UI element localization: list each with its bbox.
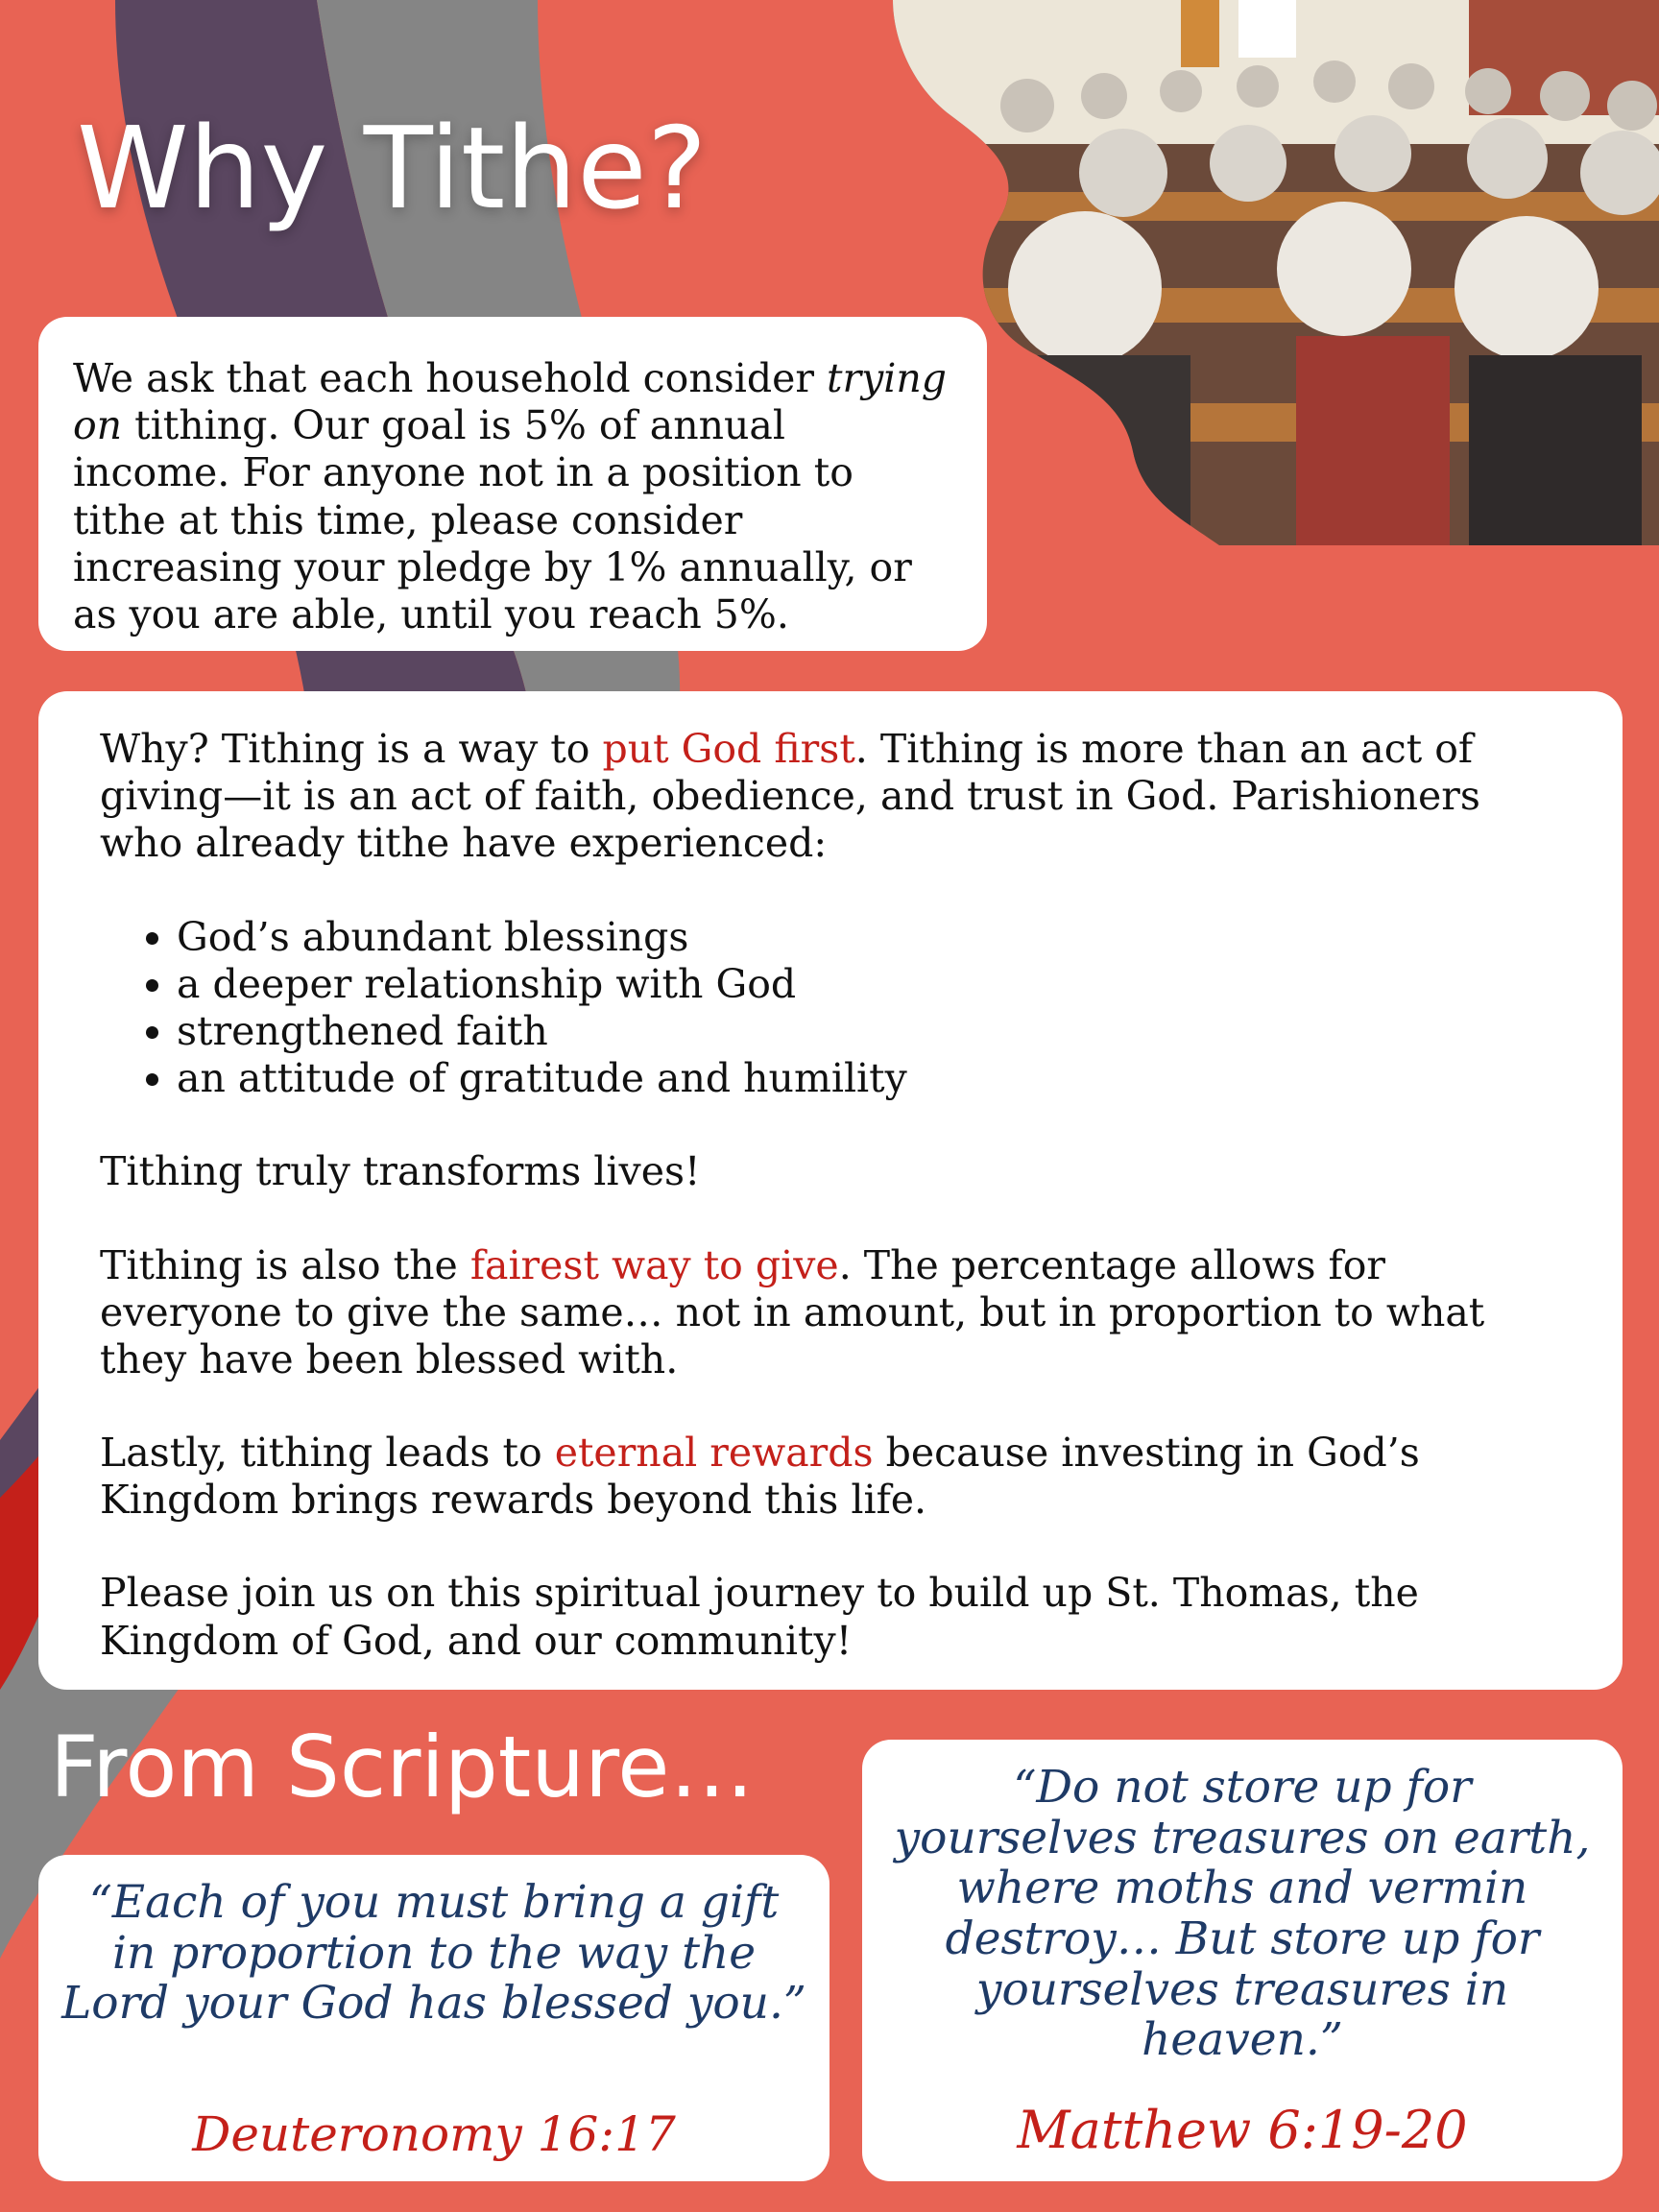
paragraph-fairest bbox=[100, 1242, 1561, 1384]
quote-reference: Matthew 6:19-20 bbox=[1017, 2100, 1468, 2160]
quote-reference: Deuteronomy 16:17 bbox=[192, 2106, 676, 2162]
intro-text-rest: tithing. Our goal is 5% of annual income. For anyone not in a position to tithe at this time, please consider increasing your pledge by 1% annually, or as you are able, until you reach 5%. bbox=[73, 402, 912, 637]
intro-text: We ask that each household consider bbox=[73, 355, 828, 401]
quote-text: “Each of you must bring a gift in proportion to the way the Lord your God has blessed you.” bbox=[61, 1876, 806, 2031]
benefit-item: • strengthened faith bbox=[177, 1008, 1561, 1055]
benefit-item: • a deeper relationship with God bbox=[177, 961, 1561, 1008]
paragraph-fairest-text: Tithing is also the bbox=[100, 1241, 470, 1288]
scripture-quote-card bbox=[862, 1740, 1623, 2181]
intro-emphasis: trying on bbox=[73, 355, 948, 449]
paragraph-why bbox=[100, 726, 1561, 868]
scripture-quote-card bbox=[38, 1855, 830, 2181]
benefits-list bbox=[100, 914, 1561, 1103]
paragraph-fairest-text-rest: . The percentage allows for everyone to give the same… not in amount, but in proportion to what they have been blessed with. bbox=[100, 1241, 1485, 1382]
highlight-put-god-first: put God first bbox=[602, 726, 855, 772]
paragraph-eternal-text: Lastly, tithing leads to bbox=[100, 1430, 555, 1477]
paragraph-why-text: Why? Tithing is a way to bbox=[100, 726, 603, 772]
quote-text: “Do not store up for yourselves treasures on earth, where moths and vermin destroy… But store up for yourselves treasures in heaven.” bbox=[894, 1761, 1591, 2067]
page-title: Why Tithe? bbox=[77, 102, 708, 234]
paragraph-eternal-text-rest: because investing in God’s Kingdom brings rewards beyond this life. bbox=[100, 1430, 1420, 1524]
main-content-box bbox=[38, 691, 1623, 1690]
paragraph-eternal bbox=[100, 1430, 1561, 1524]
paragraph-join: Please join us on this spiritual journey to build up St. Thomas, the Kingdom of God, and our community! bbox=[100, 1570, 1419, 1664]
scripture-heading: From Scripture… bbox=[50, 1718, 755, 1816]
paragraph-transforms: Tithing truly transforms lives! bbox=[100, 1148, 701, 1195]
highlight-eternal-rewards: eternal rewards bbox=[554, 1430, 874, 1477]
highlight-fairest-way: fairest way to give bbox=[469, 1241, 839, 1288]
benefit-item: • God’s abundant blessings bbox=[177, 914, 1561, 961]
paragraph-why-text-rest: . Tithing is more than an act of giving—it is an act of faith, obedience, and trust in God. Parishioners who already tithe have experienced: bbox=[100, 726, 1480, 867]
benefit-item: • an attitude of gratitude and humility bbox=[177, 1055, 1561, 1102]
intro-box bbox=[38, 317, 987, 651]
